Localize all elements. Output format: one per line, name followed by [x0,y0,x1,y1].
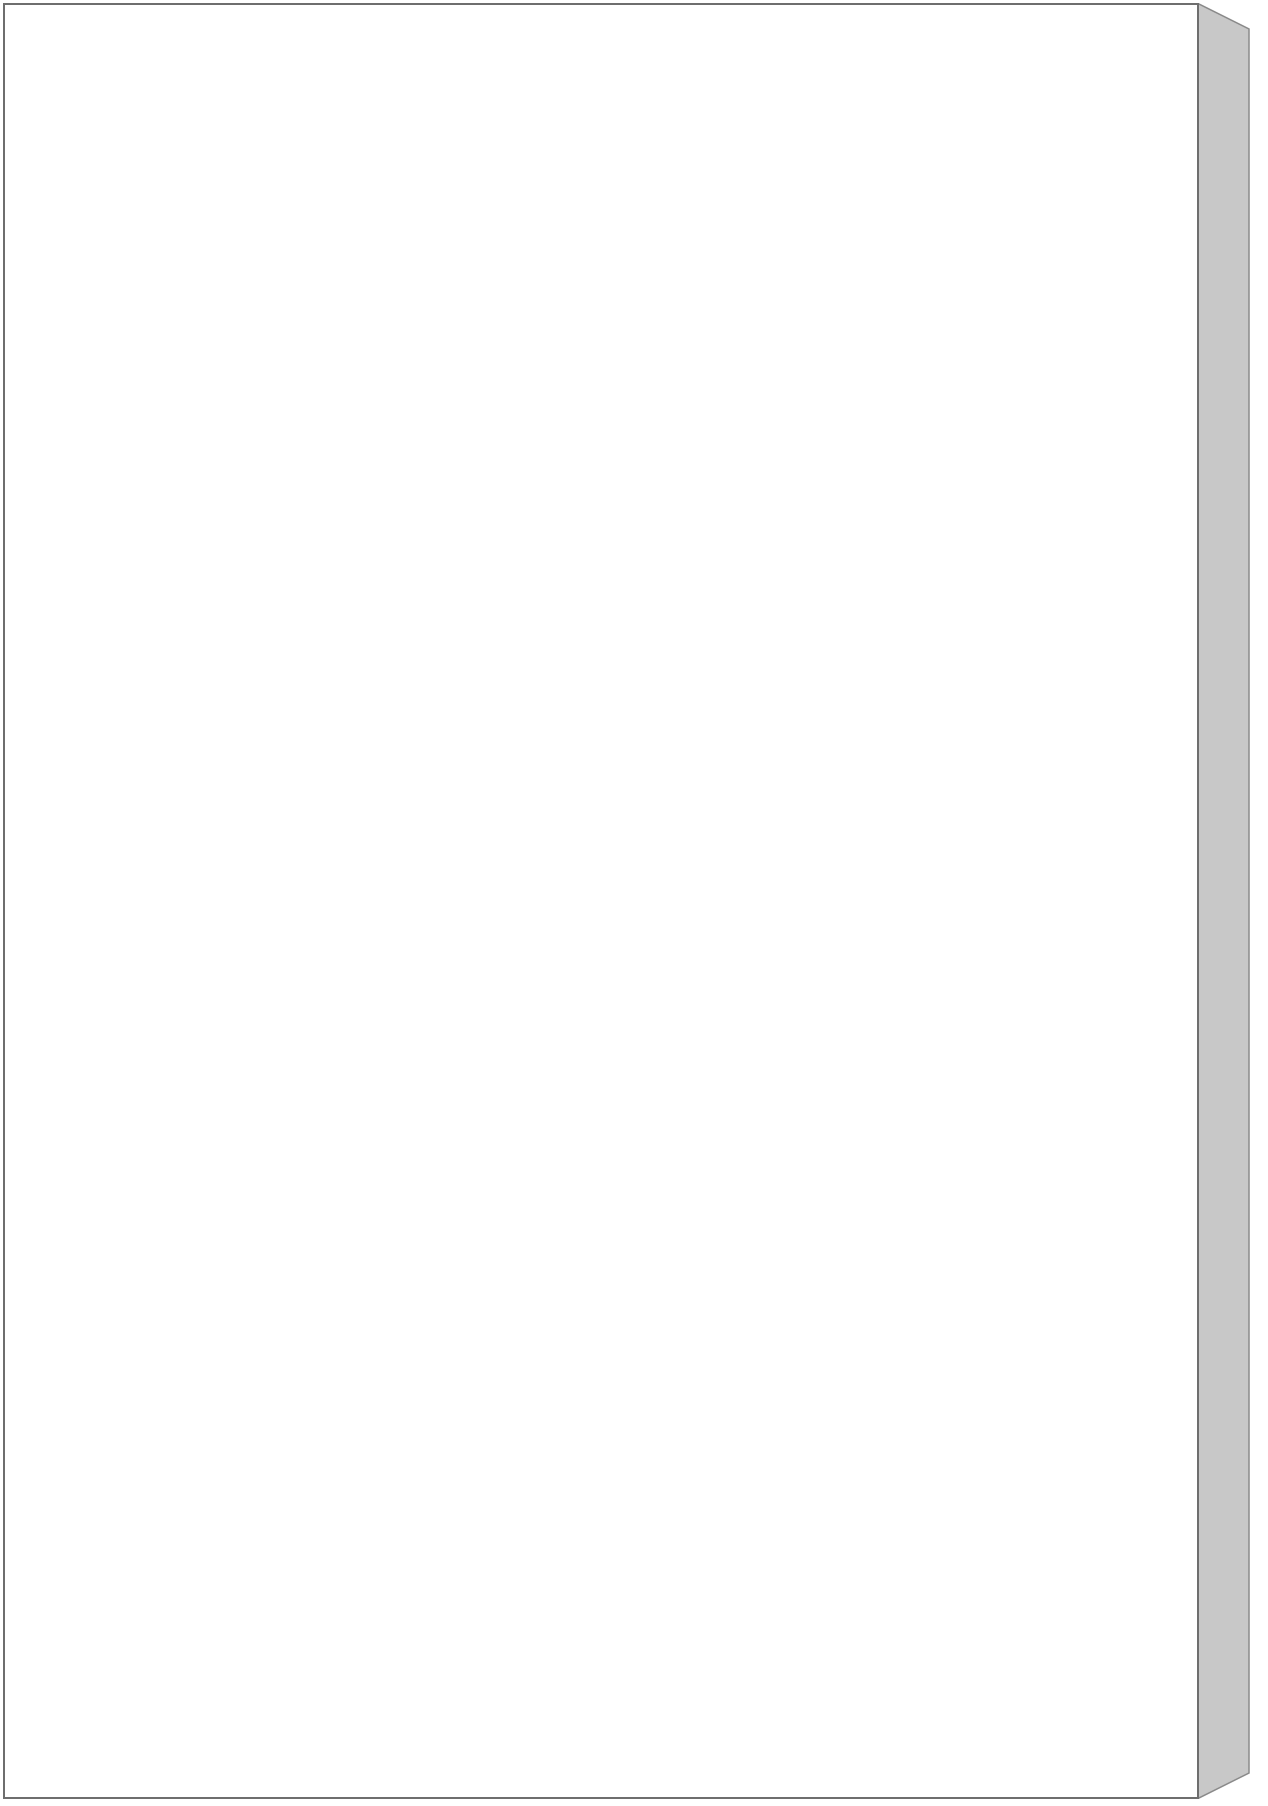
book-page [3,3,1199,1799]
book-page-edge [1197,3,1251,1799]
